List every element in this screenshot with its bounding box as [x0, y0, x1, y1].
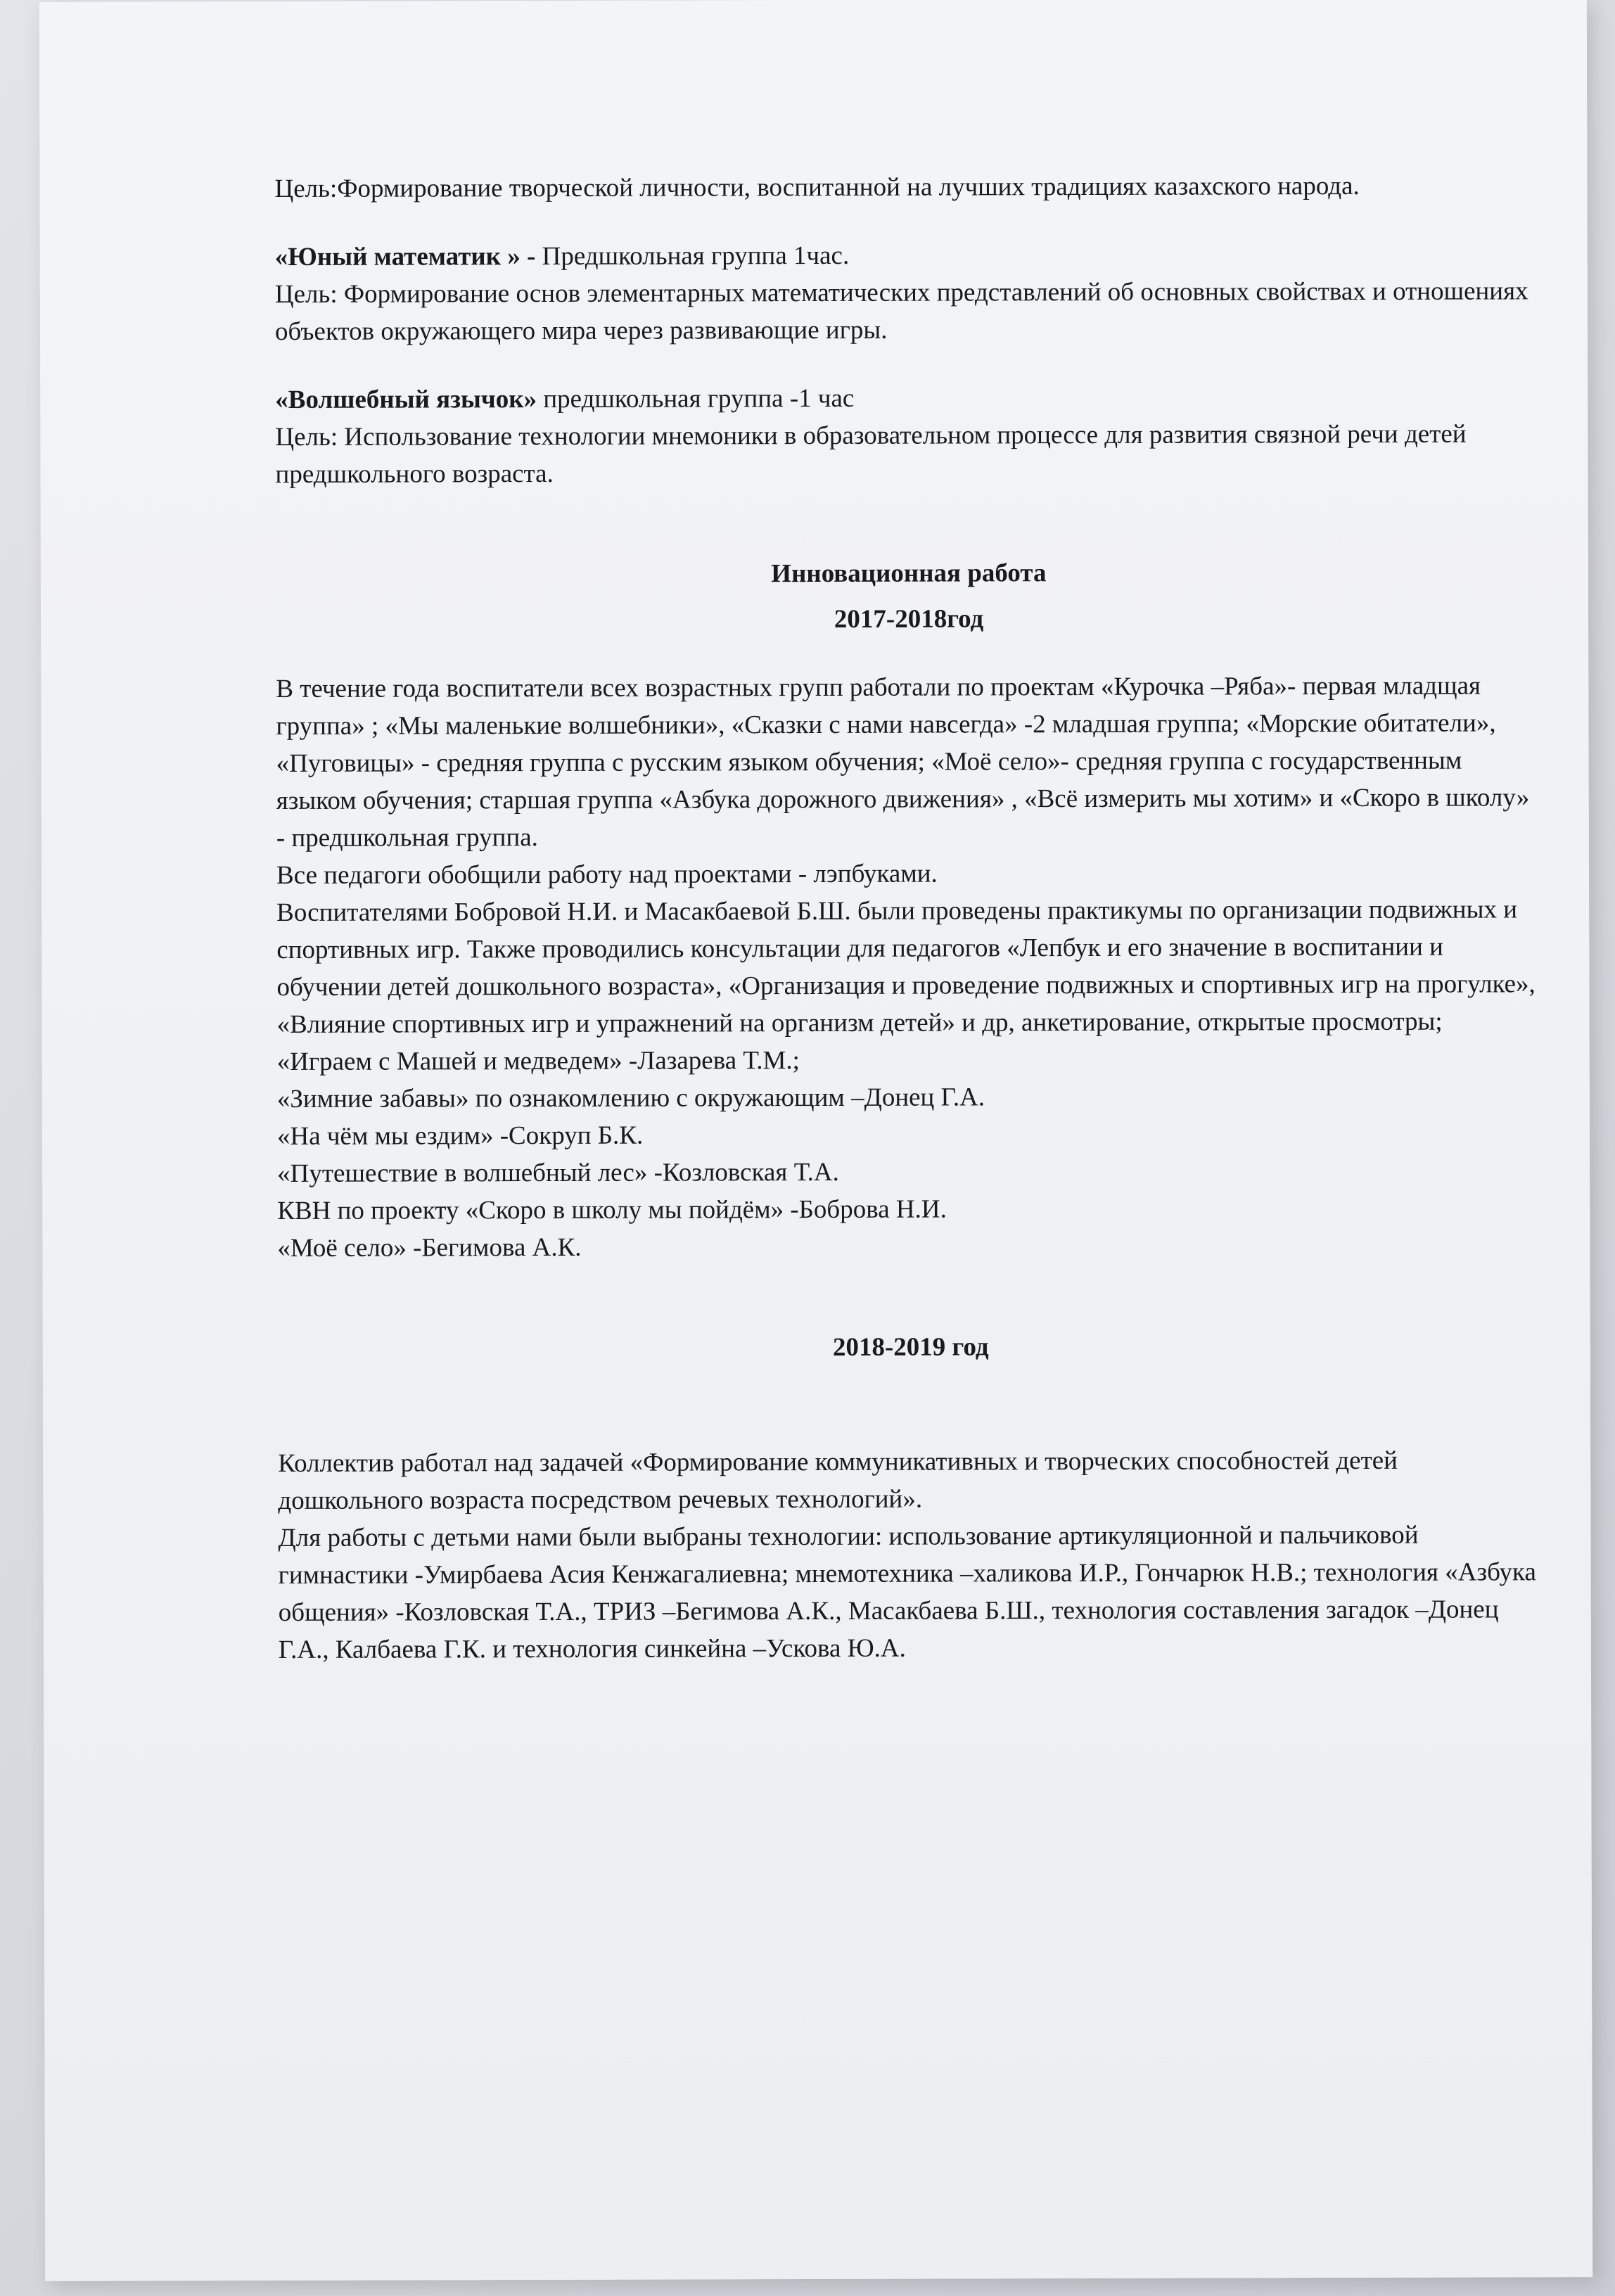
- list-item: «На чём мы ездим» -Сокруп Б.К.: [276, 1121, 644, 1152]
- spacer: [277, 1263, 1543, 1330]
- list-item: «Играем с Машей и медведем» -Лазарева Т.М.;: [276, 1046, 800, 1077]
- collective-task-paragraph: Коллектив работал над задачей «Формирование коммуникативных и творческих способностей детей дошкольного возраста посредством речевых технологий».: [278, 1446, 1398, 1516]
- section-year-2017: 2017-2018год: [834, 604, 984, 634]
- circle-young-mathematician: [275, 235, 1541, 276]
- list-item: «Зимние забавы» по ознакомлению с окружающим –Донец Г.А.: [276, 1083, 985, 1114]
- innovation-workshops-paragraph: Воспитателями Бобровой Н.И. и Масакбаевой Б.Ш. были проведены практикумы по организации подвижных и спортивных игр. Также проводились консультации для педагогов «Лепбук и его значение в воспитании и обучении детей дошкольного возраста», «Организация и проведение подвижных и спортивных игр на прогулке», «Влияние спортивных игр и упражнений на организм детей» и др, анкетирование, открытые просмотры;: [276, 895, 1536, 1040]
- spacer: [276, 490, 1542, 556]
- paper-sheet: [39, 0, 1592, 2281]
- spacer: [275, 347, 1541, 381]
- innovation-lapbooks-paragraph: Все педагоги обобщили работу над проектами - лэпбуками.: [276, 859, 938, 891]
- circle-group: предшкольная группа -1 час: [537, 383, 855, 414]
- innovation-projects-paragraph: В течение года воспитатели всех возрастных групп работали по проектам «Курочка –Ряба»- первая младщая группа» ; «Мы маленькие волшебники», «Сказки с нами навсегда» -2 младшая группа; «Морские обитатели», «Пуговицы» - средняя группа с русским языком обучения; «Моё село»- средняя группа с государственным языком обучения; старшая группа «Азбука дорожного движения» , «Всё измерить мы хотим» и «Скоро в школу» - предшкольная группа.: [276, 671, 1530, 853]
- circle-group: Предшкольная группа 1час.: [535, 241, 850, 272]
- section-heading-innovation: Инновационная работа: [771, 559, 1047, 589]
- list-item: КВН по проекту «Скоро в школу мы пойдём» -Боброва Н.И.: [277, 1194, 947, 1226]
- spacer: [275, 204, 1541, 238]
- technologies-paragraph: Для работы с детьми нами были выбраны технологии: использование артикуляционной и пальчиковой гимнастики -Умирбаева Асия Кенжагалиевна; мнемотехника –халикова И.Р., Гончарюк Н.В.; технология «Азбука общения» -Козловская Т.А., ТРИЗ –Бегимова А.К., Масакбаева Б.Ш., технология составления загадок –Донец Г.А., Калбаева Г.К. и технология синкейна –Ускова Ю.А.: [278, 1520, 1536, 1665]
- goal-kazakh-traditions: Цель:Формирование творческой личности, воспитанной на лучших традициях казахского народа.: [274, 171, 1360, 204]
- list-item: «Моё село» -Бегимова А.К.: [277, 1232, 582, 1263]
- circle-title: «Юный математик » -: [274, 242, 536, 272]
- spacer: [276, 636, 1542, 670]
- spacer: [278, 1364, 1544, 1445]
- circle-goal: Цель: Использование технологии мнемоники в образовательном процессе для развития связной речи детей предшкольного возраста.: [275, 419, 1467, 490]
- circle-goal: Цель: Формирование основ элементарных математических представлений об основных свойствах и отношениях объектов окружающего мира через развивающие игры.: [274, 276, 1528, 347]
- section-year-2018: 2018-2019 год: [832, 1332, 989, 1362]
- circle-magic-tongue: [275, 378, 1541, 419]
- circle-title: «Волшебный язычок»: [275, 385, 537, 415]
- list-item: «Путешествие в волшебный лес» -Козловская Т.А.: [277, 1157, 839, 1189]
- document-body: [274, 167, 1545, 1669]
